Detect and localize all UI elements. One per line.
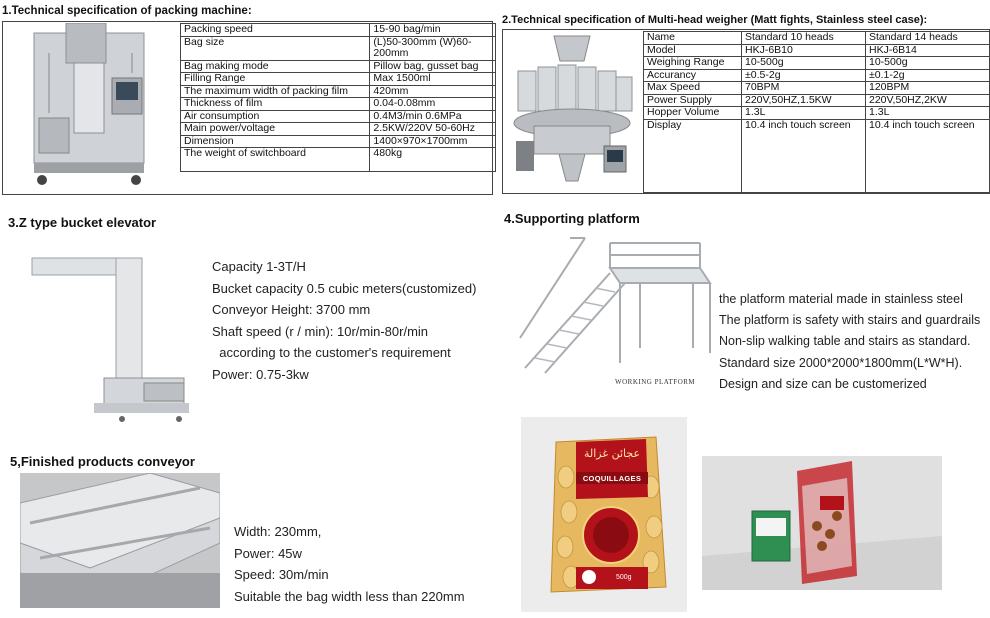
spec-line: Suitable the bag width less than 220mm bbox=[234, 588, 465, 604]
bucket-elevator-specs bbox=[212, 256, 476, 386]
conveyor-specs bbox=[234, 521, 465, 607]
bucket-elevator-photo bbox=[24, 253, 194, 428]
finished-products-conveyor-photo bbox=[20, 473, 220, 608]
section4-title: 4.Supporting platform bbox=[504, 211, 640, 226]
spec-line: Power: 0.75-3kw bbox=[212, 366, 309, 382]
table-row: Thickness of film 0.04-0.08mm bbox=[181, 98, 496, 111]
snack-bags-photo bbox=[702, 456, 942, 590]
table-row: Filling Range Max 1500ml bbox=[181, 73, 496, 86]
packing-machine-photo bbox=[4, 23, 179, 194]
platform-caption: WORKING PLATFORM bbox=[615, 378, 696, 386]
table-row: Max Speed 70BPM 120BPM bbox=[644, 82, 990, 95]
pasta-bag-photo bbox=[521, 417, 687, 612]
spec-line: Speed: 30m/min bbox=[234, 567, 329, 582]
table-row: Hopper Volume 1.3L 1.3L bbox=[644, 107, 990, 120]
section1-title: 1.Technical specification of packing machine: bbox=[2, 5, 252, 17]
spec-line: Non-slip walking table and stairs as standard. bbox=[719, 334, 971, 349]
weigher-table bbox=[643, 31, 990, 193]
table-row: Name Standard 10 heads Standard 14 heads bbox=[644, 32, 990, 45]
packing-machine-spec-box bbox=[2, 21, 493, 195]
table-row: Dimension 1400×970×1700mm bbox=[181, 135, 496, 148]
table-row: Bag making mode Pillow bag, gusset bag bbox=[181, 60, 496, 73]
spec-line: Design and size can be customerized bbox=[719, 376, 927, 391]
table-row: Model HKJ-6B10 HKJ-6B14 bbox=[644, 44, 990, 57]
spec-line: according to the customer's requirement bbox=[212, 345, 451, 361]
packing-machine-table bbox=[180, 23, 496, 172]
spec-line: the platform material made in stainless steel bbox=[719, 292, 963, 306]
spec-line: Power: 45w bbox=[234, 545, 302, 561]
working-platform-photo bbox=[515, 228, 712, 390]
table-row: Bag size (L)50-300mm (W)60-200mm bbox=[181, 36, 496, 60]
section5-title: 5,Finished products conveyor bbox=[10, 454, 195, 469]
spec-line: Shaft speed (r / min): 10r/min-80r/min bbox=[212, 323, 429, 339]
pasta-bag-brand: COQUILLAGES bbox=[582, 474, 642, 483]
table-row: Display 10.4 inch touch screen 10.4 inch touch screen bbox=[644, 119, 990, 192]
spec-line: Conveyor Height: 3700 mm bbox=[212, 302, 371, 318]
table-row: The maximum width of packing film 420mm bbox=[181, 85, 496, 98]
spec-line: Bucket capacity 0.5 cubic meters(customized) bbox=[212, 280, 477, 296]
table-row: Packing speed 15-90 bag/min bbox=[181, 24, 496, 37]
table-row: Air consumption 0.4M3/min 0.6MPa bbox=[181, 110, 496, 123]
table-row: Accurancy ±0.5-2g ±0.1-2g bbox=[644, 69, 990, 82]
multihead-weigher-photo bbox=[504, 31, 641, 193]
pasta-bag-arabic-text: عجائن غزالة bbox=[583, 447, 641, 460]
platform-specs bbox=[719, 289, 980, 395]
pasta-bag-weight: 500g bbox=[616, 574, 632, 581]
section2-title: 2.Technical specification of Multi-head weigher (Matt fights, Stainless steel case): bbox=[502, 14, 928, 26]
spec-line: Width: 230mm, bbox=[234, 524, 322, 539]
table-row: Power Supply 220V,50HZ,1.5KW 220V,50HZ,2KW bbox=[644, 94, 990, 107]
weigher-spec-box bbox=[502, 29, 990, 194]
table-row: The weight of switchboard 480kg bbox=[181, 148, 496, 172]
spec-line: Capacity 1-3T/H bbox=[212, 259, 306, 274]
spec-line: Standard size 2000*2000*1800mm(L*W*H). bbox=[719, 355, 963, 370]
table-row: Weighing Range 10-500g 10-500g bbox=[644, 57, 990, 70]
section3-title: 3.Z type bucket elevator bbox=[8, 215, 157, 230]
table-row: Main power/voltage 2.5KW/220V 50-60Hz bbox=[181, 123, 496, 136]
spec-line: The platform is safety with stairs and guardrails bbox=[719, 313, 981, 328]
